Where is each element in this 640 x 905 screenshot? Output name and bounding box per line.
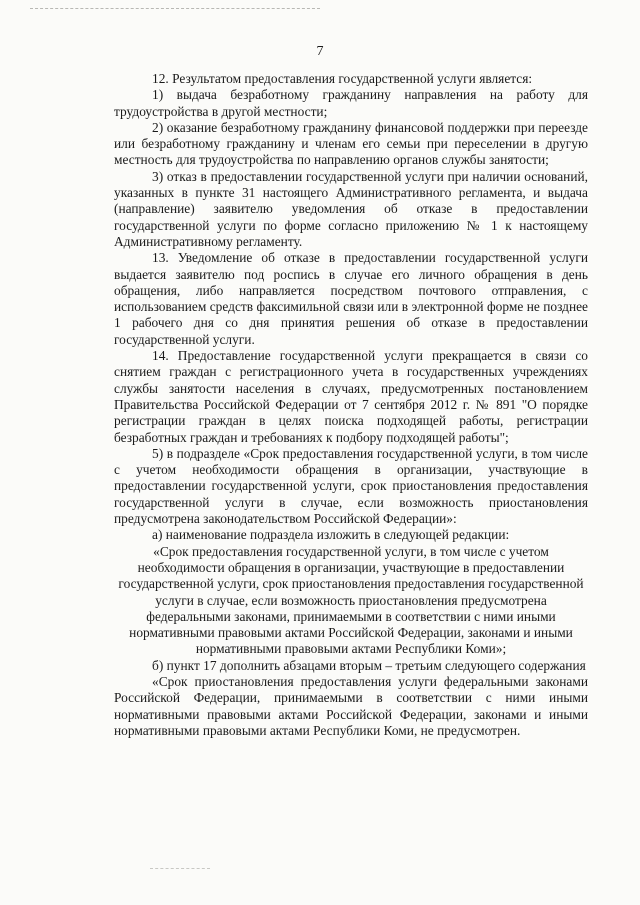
paragraph-14: 14. Предоставление государственной услуги прекращается в связи со снятием граждан с регистрационного учета в государственных учреждениях службы занятости населения в случаях, предусмотренных постановлением Правительства Российской Федерации от 7 сентября 2012 г. № 891 "О порядке регистрации граждан в целях поиска подходящей работы, регистрации безработных граждан и требованиях к подбору подходящей работы";: [114, 348, 588, 445]
page-number: 7: [316, 44, 324, 59]
paragraph-13: 13. Уведомление об отказе в предоставлении государственной услуги выдается заявителю под роспись в случае его личного обращения в день обращения, либо направляется посредством почтового отправления, с использованием средств факсимильной связи или в электронной форме не позднее 1 рабочего дня со дня принятия решения об отказе в предоставлении государственной услуги.: [114, 250, 588, 347]
quoted-subsection-title: «Срок предоставления государственной услуги, в том числе с учетом необходимости обращения в организации, участвующие в предоставлении государственной услуги, срок приостановления предоставления государственной услуги в случае, если возможность приостановления предусмотрена федеральными законами, принимаемыми в соответствии с ними иными нормативными правовыми актами Российской Федерации, законами и иными нормативными правовыми актами Республики Коми»;: [118, 543, 584, 657]
paragraph-b: б) пункт 17 дополнить абзацами вторым – третьим следующего содержания: [152, 657, 586, 673]
paragraph-a: а) наименование подраздела изложить в следующей редакции:: [152, 527, 510, 543]
paragraph-5-subsection: 5) в подразделе «Срок предоставления государственной услуги, в том числе с учетом необходимости обращения в организации, участвующие в предоставлении государственной услуги, срок приостановления предоставления государственной услуги в случае, если возможность приостановления предусмотрена законодательством Российской Федерации»:: [114, 445, 588, 527]
scan-edge-rule: [30, 8, 320, 9]
scan-edge-rule-bottom: [150, 868, 210, 869]
paragraph-12-item-2: 2) оказание безработному гражданину финансовой поддержки при переезде или безработному гражданину и членам его семьи при переселении в другую местность для трудоустройства по направлению органов службы занятости;: [114, 119, 588, 168]
paragraph-12-item-1: 1) выдача безработному гражданину направления на работу для трудоустройства в другой местности;: [114, 87, 588, 119]
paragraph-12-item-3: 3) отказ в предоставлении государственной услуги при наличии оснований, указанных в пункте 31 настоящего Административного регламента, и выдача (направление) заявителю уведомления об отказе в предоставлении государственной услуги по форме согласно приложению № 1 к настоящему Административному регламенту.: [114, 168, 588, 249]
paragraph-quote-17: «Срок приостановления предоставления услуги федеральными законами Российской Федерации, принимаемыми в соответствии с ними иными нормативными правовыми актами Российской Федерации, законами и иными нормативными правовыми актами Республики Коми, не предусмотрен.: [114, 673, 588, 738]
paragraph-12: 12. Результатом предоставления государственной услуги является:: [152, 71, 533, 86]
document-body: [114, 71, 588, 739]
